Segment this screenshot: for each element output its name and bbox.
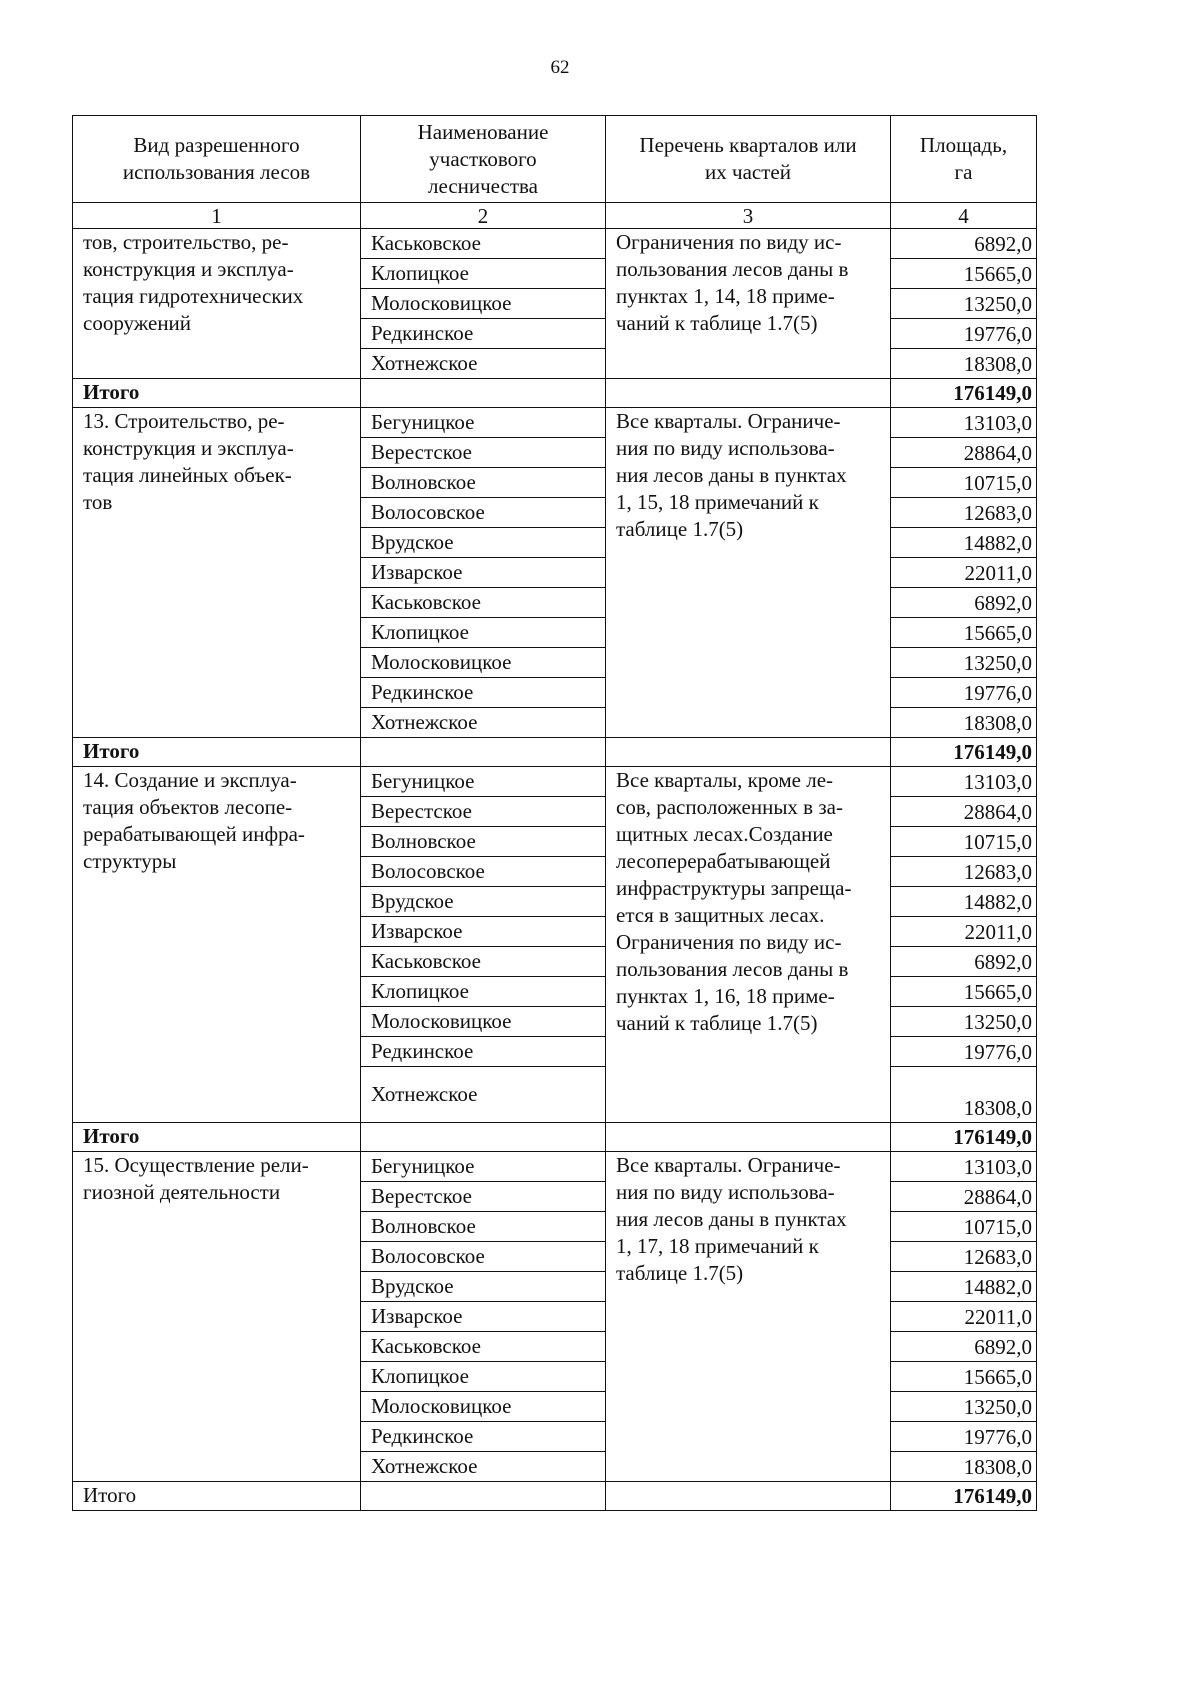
area-cell: 12683,0 xyxy=(891,1242,1037,1272)
total-area: 176149,0 xyxy=(891,1123,1037,1152)
column-number: 2 xyxy=(361,203,606,229)
forestry-name-cell: Бегуницкое xyxy=(361,408,606,438)
forestry-name-cell: Волновское xyxy=(361,1212,606,1242)
area-cell: 18308,0 xyxy=(891,1452,1037,1482)
forestry-name-cell: Каськовское xyxy=(361,588,606,618)
area-cell: 13250,0 xyxy=(891,648,1037,678)
forestry-name-cell: Каськовское xyxy=(361,229,606,259)
forestry-name-cell: Клопицкое xyxy=(361,618,606,648)
total-area: 176149,0 xyxy=(891,738,1037,767)
forestry-name-cell: Врудское xyxy=(361,528,606,558)
area-cell: 19776,0 xyxy=(891,1422,1037,1452)
area-cell: 12683,0 xyxy=(891,498,1037,528)
total-label: Итого xyxy=(73,738,361,767)
quarters-list-cell: Все кварталы. Ограниче- ния по виду использова- ния лесов даны в пунктах 1, 15, 18 примечаний к таблице 1.7(5) xyxy=(606,408,891,738)
column-number: 4 xyxy=(891,203,1037,229)
total-label: Итого xyxy=(73,379,361,408)
forestry-name-cell: Бегуницкое xyxy=(361,1152,606,1182)
forest-use-table xyxy=(72,115,1037,1511)
forestry-name-cell: Волосовское xyxy=(361,498,606,528)
area-cell: 6892,0 xyxy=(891,947,1037,977)
header-quarters-list: Перечень кварталов или их частей xyxy=(606,116,891,203)
forestry-name-cell: Молосковицкое xyxy=(361,648,606,678)
table-body xyxy=(73,229,1037,1511)
total-row xyxy=(73,379,1037,408)
empty-cell xyxy=(361,379,606,408)
area-cell: 28864,0 xyxy=(891,438,1037,468)
area-cell: 13250,0 xyxy=(891,1392,1037,1422)
area-cell: 22011,0 xyxy=(891,558,1037,588)
quarters-list-cell: Ограничения по виду ис- пользования лесов даны в пунктах 1, 14, 18 приме- чаний к таблице 1.7(5) xyxy=(606,229,891,379)
empty-cell xyxy=(606,1123,891,1152)
total-area: 176149,0 xyxy=(891,379,1037,408)
forestry-name-cell: Хотнежское xyxy=(361,708,606,738)
forestry-name-cell: Изварское xyxy=(361,1302,606,1332)
area-cell: 28864,0 xyxy=(891,797,1037,827)
header-usage-type: Вид разрешенного использования лесов xyxy=(73,116,361,203)
area-cell: 6892,0 xyxy=(891,588,1037,618)
area-cell: 6892,0 xyxy=(891,229,1037,259)
forestry-name-cell: Волновское xyxy=(361,468,606,498)
usage-type-cell: 15. Осуществление рели- гиозной деятельности xyxy=(73,1152,361,1482)
area-cell: 13103,0 xyxy=(891,408,1037,438)
empty-cell xyxy=(361,1123,606,1152)
forestry-name-cell: Волосовское xyxy=(361,1242,606,1272)
table-row xyxy=(73,1152,1037,1182)
area-cell: 15665,0 xyxy=(891,1362,1037,1392)
usage-type-cell: 14. Создание и эксплуа- тация объектов лесопе- рерабатывающей инфра- структуры xyxy=(73,767,361,1123)
forestry-name-cell: Клопицкое xyxy=(361,977,606,1007)
empty-cell xyxy=(361,738,606,767)
forestry-name-cell: Редкинское xyxy=(361,1422,606,1452)
column-number: 1 xyxy=(73,203,361,229)
empty-cell xyxy=(361,1482,606,1511)
column-number: 3 xyxy=(606,203,891,229)
empty-cell xyxy=(606,379,891,408)
forestry-name-cell: Молосковицкое xyxy=(361,289,606,319)
usage-type-cell: тов, строительство, ре- конструкция и эксплуа- тация гидротехнических сооружений xyxy=(73,229,361,379)
area-cell: 14882,0 xyxy=(891,528,1037,558)
forestry-name-cell: Хотнежское xyxy=(361,1452,606,1482)
area-cell: 22011,0 xyxy=(891,917,1037,947)
area-cell: 6892,0 xyxy=(891,1332,1037,1362)
usage-type-cell: 13. Строительство, ре- конструкция и эксплуа- тация линейных объек- тов xyxy=(73,408,361,738)
area-cell: 13250,0 xyxy=(891,1007,1037,1037)
quarters-list-cell: Все кварталы. Ограниче- ния по виду использова- ния лесов даны в пунктах 1, 17, 18 примечаний к таблице 1.7(5) xyxy=(606,1152,891,1482)
table-row xyxy=(73,229,1037,259)
forestry-name-cell: Молосковицкое xyxy=(361,1392,606,1422)
forestry-name-cell: Хотнежское xyxy=(361,1067,606,1123)
area-cell: 14882,0 xyxy=(891,1272,1037,1302)
area-cell: 19776,0 xyxy=(891,678,1037,708)
area-cell: 14882,0 xyxy=(891,887,1037,917)
forestry-name-cell: Редкинское xyxy=(361,678,606,708)
area-cell: 19776,0 xyxy=(891,1037,1037,1067)
forestry-name-cell: Врудское xyxy=(361,887,606,917)
area-cell: 10715,0 xyxy=(891,827,1037,857)
table-row xyxy=(73,767,1037,797)
forestry-name-cell: Волновское xyxy=(361,827,606,857)
forestry-name-cell: Молосковицкое xyxy=(361,1007,606,1037)
total-area: 176149,0 xyxy=(891,1482,1037,1511)
area-cell: 19776,0 xyxy=(891,319,1037,349)
total-row xyxy=(73,738,1037,767)
area-cell: 13103,0 xyxy=(891,767,1037,797)
forestry-name-cell: Верестское xyxy=(361,438,606,468)
area-cell: 10715,0 xyxy=(891,1212,1037,1242)
area-cell: 18308,0 xyxy=(891,708,1037,738)
forestry-name-cell: Каськовское xyxy=(361,1332,606,1362)
forestry-name-cell: Клопицкое xyxy=(361,259,606,289)
area-cell: 28864,0 xyxy=(891,1182,1037,1212)
forestry-name-cell: Волосовское xyxy=(361,857,606,887)
area-cell: 13250,0 xyxy=(891,289,1037,319)
header-forestry-name: Наименование участкового лесничества xyxy=(361,116,606,203)
area-cell: 18308,0 xyxy=(891,1067,1037,1123)
area-cell: 22011,0 xyxy=(891,1302,1037,1332)
forestry-name-cell: Хотнежское xyxy=(361,349,606,379)
forestry-name-cell: Редкинское xyxy=(361,319,606,349)
empty-cell xyxy=(606,738,891,767)
forestry-name-cell: Верестское xyxy=(361,797,606,827)
header-area: Площадь, га xyxy=(891,116,1037,203)
area-cell: 18308,0 xyxy=(891,349,1037,379)
forestry-name-cell: Каськовское xyxy=(361,947,606,977)
forestry-name-cell: Бегуницкое xyxy=(361,767,606,797)
column-numbers-row xyxy=(73,203,1037,229)
area-cell: 15665,0 xyxy=(891,259,1037,289)
total-label: Итого xyxy=(73,1482,361,1511)
area-cell: 15665,0 xyxy=(891,618,1037,648)
area-cell: 12683,0 xyxy=(891,857,1037,887)
total-row xyxy=(73,1482,1037,1511)
page-number: 62 xyxy=(550,57,570,78)
forestry-name-cell: Верестское xyxy=(361,1182,606,1212)
area-cell: 15665,0 xyxy=(891,977,1037,1007)
quarters-list-cell: Все кварталы, кроме ле- сов, расположенных в за- щитных лесах.Создание лесоперерабатывающей инфраструктуры запреща- ется в защитных лесах. Ограничения по виду ис- пользования лесов даны в пунктах 1, 16, 18 приме- чаний к таблице 1.7(5) xyxy=(606,767,891,1123)
forestry-name-cell: Изварское xyxy=(361,917,606,947)
table-row xyxy=(73,408,1037,438)
area-cell: 10715,0 xyxy=(891,468,1037,498)
forestry-name-cell: Клопицкое xyxy=(361,1362,606,1392)
total-label: Итого xyxy=(73,1123,361,1152)
total-row xyxy=(73,1123,1037,1152)
area-cell: 13103,0 xyxy=(891,1152,1037,1182)
header-row xyxy=(73,116,1037,203)
forestry-name-cell: Изварское xyxy=(361,558,606,588)
forestry-name-cell: Врудское xyxy=(361,1272,606,1302)
empty-cell xyxy=(606,1482,891,1511)
forestry-name-cell: Редкинское xyxy=(361,1037,606,1067)
